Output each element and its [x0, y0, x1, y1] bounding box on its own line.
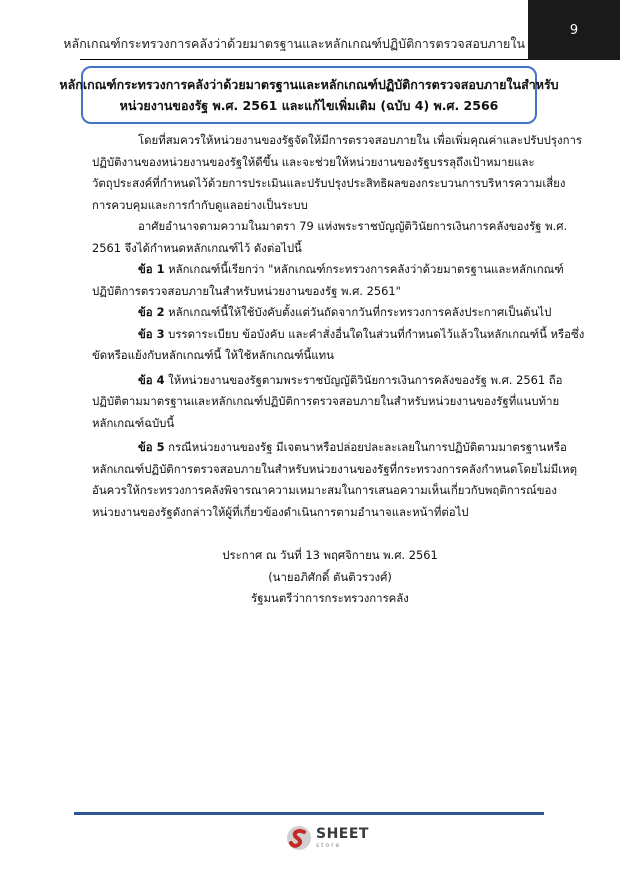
- page-header: [0, 0, 620, 60]
- clause-text: ปฏิบัติตามมาตรฐานและหลักเกณฑ์ปฏิบัติการตรวจสอบภายในสำหรับหน่วยงานของรัฐที่แนบท้าย: [92, 394, 560, 408]
- clause-label: ข้อ 2: [138, 305, 165, 319]
- clause-label: ข้อ 1: [138, 262, 165, 276]
- page-number: 9: [528, 0, 620, 60]
- document-title-line-2: หน่วยงานของรัฐ พ.ศ. 2561 และแก้ไขเพิ่มเติม (ฉบับ 4) พ.ศ. 2566: [119, 98, 499, 113]
- authority-paragraph: [92, 216, 568, 259]
- intro-line: ปฏิบัติงานของหน่วยงานของรัฐให้ดีขึ้น และจะช่วยให้หน่วยงานของรัฐบรรลุถึงเป้าหมายและ: [92, 154, 535, 169]
- clause-text: ให้หน่วยงานของรัฐตามพระราชบัญญัติวินัยการเงินการคลังของรัฐ พ.ศ. 2561 ถือ: [168, 372, 563, 387]
- announcement-date: ประกาศ ณ วันที่ 13 พฤศจิกายน พ.ศ. 2561: [222, 548, 438, 562]
- logo-text-sub: store: [316, 842, 342, 849]
- clause-text: หน่วยงานของรัฐดังกล่าวให้ผู้ที่เกี่ยวข้องดำเนินการตามอำนาจและหน้าที่ต่อไป: [92, 504, 469, 519]
- clause-4: [92, 370, 563, 435]
- clause-text: ขัดหรือแย้งกับหลักเกณฑ์นี้ ให้ใช้หลักเกณฑ์นี้แทน: [92, 348, 334, 362]
- intro-line: วัตถุประสงค์ที่กำหนดไว้ด้วยการประเมินและปรับปรุงประสิทธิผลของกระบวนการบริหารความเสี่ยง: [92, 176, 566, 190]
- clause-text: ปฏิบัติการตรวจสอบภายในสำหรับหน่วยงานของรัฐ พ.ศ. 2561": [92, 283, 401, 298]
- intro-line: การควบคุมและการกำกับดูแลอย่างเป็นระบบ: [92, 197, 308, 212]
- clause-label: ข้อ 3: [138, 326, 165, 341]
- sheet-store-logo: [286, 823, 369, 853]
- document-title-box: [59, 66, 559, 124]
- document-body: [92, 130, 585, 523]
- header-title: หลักเกณฑ์กระทรวงการคลังว่าด้วยมาตรฐานและหลักเกณฑ์ปฏิบัติการตรวจสอบภายใน: [63, 36, 525, 51]
- footer-divider: [74, 812, 544, 815]
- clause-text: กรณีหน่วยงานของรัฐ มีเจตนาหรือปล่อยปละละเลยในการปฏิบัติตามมาตรฐานหรือ: [168, 440, 567, 454]
- clause-text: หลักเกณฑ์นี้เรียกว่า "หลักเกณฑ์กระทรวงการคลังว่าด้วยมาตรฐานและหลักเกณฑ์: [168, 262, 564, 276]
- clause-text: อันควรให้กระทรวงการคลังพิจารณาความเหมาะสมในการเสนอความเห็นเกี่ยวกับพฤติการณ์ของ: [92, 483, 557, 497]
- intro-line: โดยที่สมควรให้หน่วยงานของรัฐจัดให้มีการตรวจสอบภายใน เพื่อเพิ่มคุณค่าและปรับปรุงการ: [138, 133, 582, 147]
- clause-text: หลักเกณฑ์ปฏิบัติการตรวจสอบภายในสำหรับหน่วยงานของรัฐที่กระทรวงการคลังกำหนดโดยไม่มีเหตุ: [92, 461, 578, 476]
- sheet-logo-icon: [286, 825, 312, 851]
- document-title-line-1: หลักเกณฑ์กระทรวงการคลังว่าด้วยมาตรฐานและหลักเกณฑ์ปฏิบัติการตรวจสอบภายในสำหรับ: [59, 77, 559, 92]
- clause-label: ข้อ 5: [138, 440, 165, 454]
- clause-1: [92, 259, 564, 302]
- clause-text: บรรดาระเบียบ ข้อบังคับ และคำสั่งอื่นใดในส่วนที่กำหนดไว้แล้วในหลักเกณฑ์นี้ หรือซึ่ง: [168, 326, 585, 341]
- clause-text: หลักเกณฑ์นี้ให้ใช้บังคับตั้งแต่วันถัดจากวันที่กระทรวงการคลังประกาศเป็นต้นไป: [168, 305, 552, 319]
- clause-5: [92, 437, 578, 523]
- header-divider: [80, 59, 540, 60]
- signatory-name: (นายอภิศักดิ์ ตันติวรวงศ์): [268, 569, 392, 584]
- authority-line: 2561 จึงได้กำหนดหลักเกณฑ์ไว้ ดังต่อไปนี้: [92, 240, 302, 255]
- intro-paragraph: [92, 130, 582, 216]
- logo-text-main: SHEET: [316, 826, 369, 842]
- signatory-position: รัฐมนตรีว่าการกระทรวงการคลัง: [251, 591, 409, 605]
- signature-block: [200, 545, 460, 610]
- clause-label: ข้อ 4: [138, 372, 165, 387]
- clause-2: [92, 302, 552, 324]
- authority-line: อาศัยอำนาจตามความในมาตรา 79 แห่งพระราชบัญญัติวินัยการเงินการคลังของรัฐ พ.ศ.: [138, 219, 568, 233]
- clause-text: หลักเกณฑ์ฉบับนี้: [92, 415, 175, 430]
- clause-3: [92, 324, 585, 367]
